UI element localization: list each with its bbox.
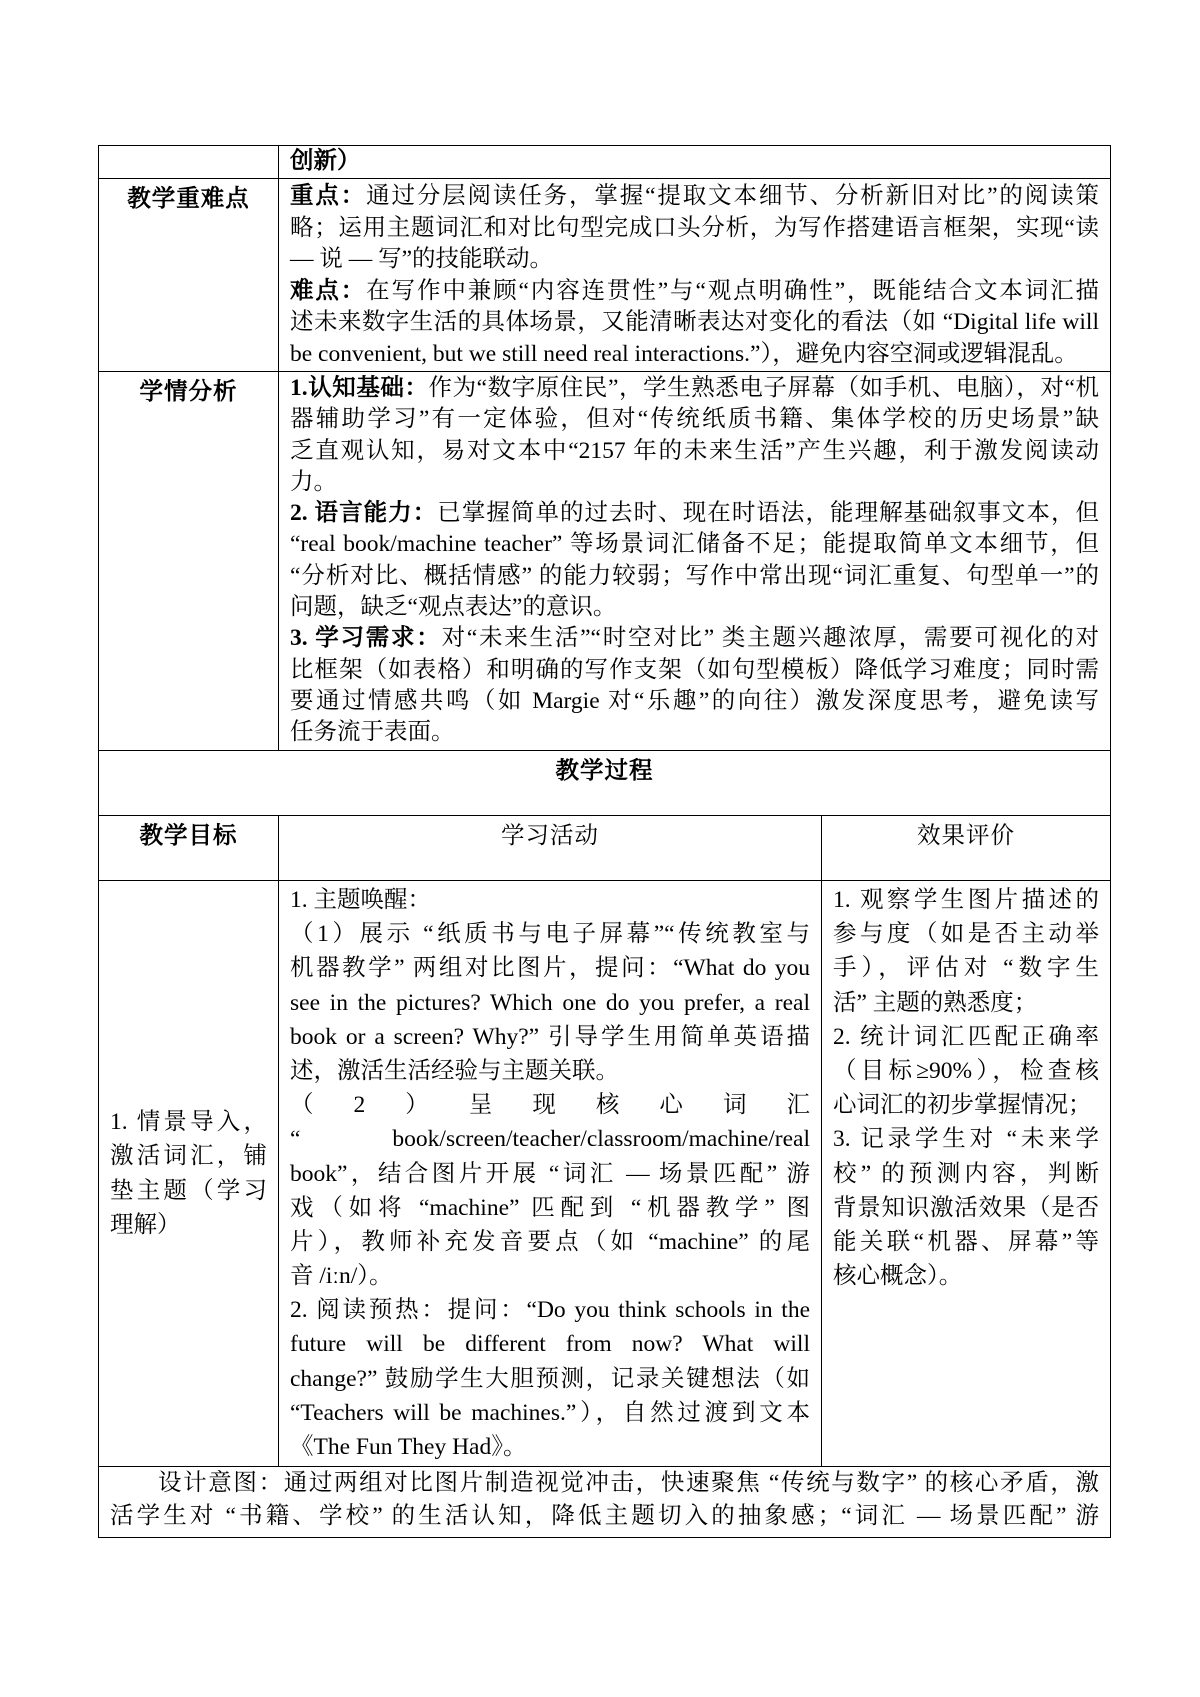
design-intent-row <box>99 1467 1111 1538</box>
text-line: 校” 的预测内容，判断 <box>833 1160 1099 1187</box>
line-text: 通过分层阅读任务，掌握“提取文本细节、分析新旧对比”的阅读策 <box>366 183 1099 209</box>
text-line: “ book/screen/teacher/classroom/machine/real <box>290 1126 810 1153</box>
text-line: 任务流于表面。 <box>290 719 455 746</box>
text-line: 述未来数字生活的具体场景，又能清晰表达对变化的看法（如 “Digital life will <box>290 309 1099 335</box>
empty-label-cell <box>99 146 279 179</box>
text-line: 问题，缺乏“观点表达”的意识。 <box>290 594 617 621</box>
text-line: 理解） <box>110 1211 181 1238</box>
design-intent-cell <box>99 1467 1111 1538</box>
process-title-row <box>99 751 1111 816</box>
text-line: 力。 <box>290 468 337 495</box>
header-goal: 教学目标 <box>99 816 279 881</box>
header-evaluation: 效果评价 <box>822 816 1111 881</box>
text-line: 音 /iːn/）。 <box>290 1263 393 1290</box>
text-line: 1. 观察学生图片描述的 <box>833 887 1099 913</box>
text-line: 激活词汇，铺 <box>110 1143 267 1170</box>
text-line: 2. 统计词汇匹配正确率 <box>833 1023 1099 1050</box>
bold-lead: 2. 语言能力： <box>290 500 438 527</box>
text-line: 能关联“机器、屏幕”等 <box>833 1228 1099 1255</box>
text-line: 片），教师补充发音要点（如 “machine” 的尾 <box>290 1228 810 1255</box>
text-line: 3. 记录学生对 “未来学 <box>833 1126 1099 1153</box>
text-line: book”，结合图片开展 “词汇 — 场景匹配” 游 <box>290 1160 810 1187</box>
text-line: 核心概念）。 <box>833 1263 963 1290</box>
text-line: 戏（如将 “machine” 匹配到 “机器教学” 图 <box>290 1194 810 1221</box>
text-line: 比框架（如表格）和明确的写作支架（如句型模板）降低学习难度；同时需 <box>290 656 1099 683</box>
text-line: “分析对比、概括情感” 的能力较弱；写作中常出现“词汇重复、句型单一”的 <box>290 562 1099 589</box>
text-line <box>290 181 1099 213</box>
key-difficult-content <box>279 179 1111 372</box>
text-line: 2. 阅读预热：提问：“Do you think schools in the <box>290 1297 810 1324</box>
bold-lead: 3. 学习需求： <box>290 625 442 652</box>
activity-cell <box>279 881 822 1467</box>
process-header-row <box>99 816 1111 881</box>
text-line: 手），评估对 “数字生 <box>833 955 1099 982</box>
text-line <box>290 373 1099 404</box>
continuation-text: 创新） <box>290 148 361 174</box>
text-line: “real book/machine teacher” 等场景词汇储备不足；能提取简单文本细节，但 <box>290 531 1099 558</box>
text-line: 《The Fun They Had》。 <box>290 1434 527 1460</box>
text-line: 述，激活生活经验与主题关联。 <box>290 1057 619 1084</box>
line-text: 在写作中兼顾“内容连贯性”与“观点明确性”，既能结合文本词汇描 <box>366 277 1099 304</box>
text-line: see in the pictures? Which one do you prefer, a real <box>290 989 810 1016</box>
text-line: 要通过情感共鸣（如 Margie 对“乐趣”的向往）激发深度思考，避免读写 <box>290 687 1099 714</box>
text-line: future will be different from now? What will <box>290 1331 810 1358</box>
text-line: book or a screen? Why?” 引导学生用简单英语描 <box>290 1023 810 1050</box>
process-content-row <box>99 881 1111 1467</box>
text-line: （2）呈现核心词汇 <box>290 1092 810 1119</box>
header-activity: 学习活动 <box>279 816 822 881</box>
key-difficult-row <box>99 179 1111 372</box>
text-line: — 说 — 写”的技能联动。 <box>290 246 554 272</box>
text-line: 器辅助学习”有一定体验，但对“传统纸质书籍、集体学校的历史场景”缺 <box>290 406 1099 433</box>
text-line: “Teachers will be machines.”），自然过渡到文本 <box>290 1399 810 1426</box>
text-line: 心词汇的初步掌握情况； <box>833 1092 1092 1119</box>
text-line: 背景知识激活效果（是否 <box>833 1194 1099 1221</box>
text-line: （1）展示 “纸质书与电子屏幕”“传统教室与 <box>290 921 810 948</box>
evaluation-cell <box>822 881 1111 1467</box>
bold-lead: 重点： <box>290 183 367 209</box>
text-line: 垫主题（学习 <box>110 1177 267 1204</box>
goal-cell <box>99 881 279 1467</box>
text-line: 参与度（如是否主动举 <box>833 921 1099 948</box>
text-line: 设计意图：通过两组对比图片制造视觉冲击，快速聚焦 “传统与数字” 的核心矛盾，激 <box>158 1470 1099 1496</box>
text-line <box>290 498 1099 529</box>
text-line: 机器教学” 两组对比图片，提问：“What do you <box>290 955 810 982</box>
text-line: change?” 鼓励学生大胆预测，记录关键想法（如 <box>290 1365 810 1392</box>
process-title: 教学过程 <box>99 751 1111 816</box>
text-line: 乏直观认知，易对文本中“2157 年的未来生活”产生兴趣，利于激发阅读动 <box>290 437 1099 464</box>
text-line <box>290 276 1099 308</box>
line-text: 已掌握简单的过去时、现在时语法，能理解基础叙事文本，但 <box>437 500 1099 527</box>
text-line: be convenient, but we still need real interactions.”），避免内容空洞或逻辑混乱。 <box>290 340 1078 367</box>
line-text: 作为“数字原住民”，学生熟悉电子屏幕（如手机、电脑），对“机 <box>428 375 1100 401</box>
bold-lead: 难点： <box>290 277 367 304</box>
row-label-learner-analysis: 学情分析 <box>99 372 279 751</box>
learner-analysis-content <box>279 372 1111 751</box>
text-line: （目标≥90%），检查核 <box>833 1057 1099 1084</box>
text-line: 1. 情景导入， <box>110 1109 267 1136</box>
text-line: 活学生对 “书籍、学校” 的生活认知，降低主题切入的抽象感；“词汇 — 场景匹配” 游 <box>110 1503 1099 1529</box>
text-line: 活” 主题的熟悉度； <box>833 989 1038 1016</box>
line-text: 对“未来生活”“时空对比” 类主题兴趣浓厚，需要可视化的对 <box>441 625 1099 652</box>
text-line: 1. 主题唤醒： <box>290 887 431 913</box>
row-label-key-difficult: 教学重难点 <box>99 179 279 372</box>
text-line <box>290 623 1099 654</box>
continuation-cell <box>279 146 1111 179</box>
lesson-plan-table <box>98 145 1111 1538</box>
bold-lead: 1.认知基础： <box>290 375 429 401</box>
learner-analysis-row <box>99 372 1111 751</box>
continuation-row <box>99 146 1111 179</box>
text-line: 略；运用主题词汇和对比句型完成口头分析，为写作搭建语言框架，实现“读 <box>290 214 1099 241</box>
